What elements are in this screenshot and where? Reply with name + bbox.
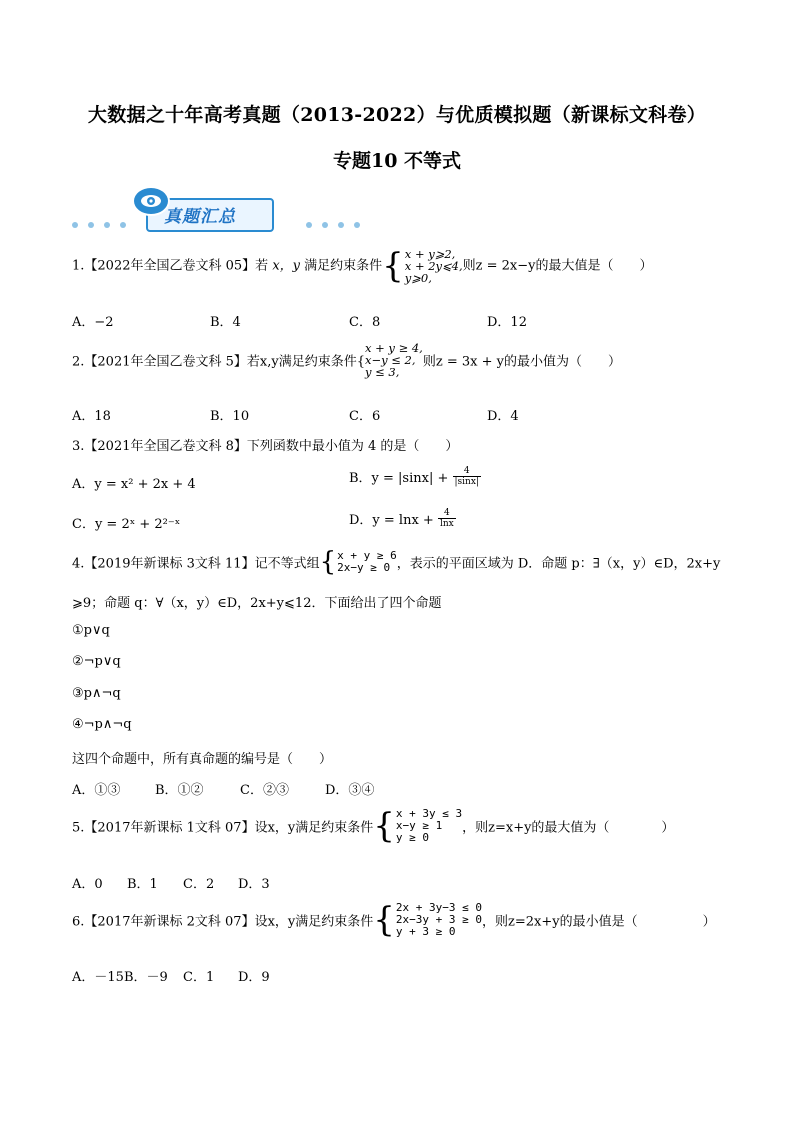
brace-symbol: { — [319, 547, 337, 577]
q4-option-a: A．①③ — [72, 783, 121, 798]
q3-option-b-text: B．y = |sinx| + — [349, 471, 449, 486]
constraint-system — [337, 550, 397, 574]
dot-decoration — [322, 222, 328, 228]
constraint-line: x + 3y ≤ 3 — [395, 807, 463, 820]
question-4-line-2: ⩾9；命题 q：∀（x，y）∈D，2x+y⩽12．下面给出了四个命题 — [72, 596, 442, 611]
constraint-system — [396, 902, 482, 938]
constraint-line: x−y ≥ 1 — [395, 819, 443, 832]
fraction-numerator: 4 — [438, 508, 456, 519]
question-1 — [72, 248, 653, 284]
q6-option-d: D．9 — [238, 970, 270, 985]
q5-prefix: 5.【2017年新课标 1文科 07】设x，y满足约束条件 — [72, 820, 374, 836]
section-badge-label: 真题汇总 — [164, 207, 236, 227]
q1-vars: x，y — [272, 258, 300, 274]
q4-item-3: ③p∧¬q — [72, 686, 121, 701]
brace-symbol: { — [373, 900, 395, 940]
q1-mid: 满足约束条件 — [304, 258, 383, 274]
q2-option-c: C．6 — [349, 409, 381, 424]
constraint-line: 2x−3y + 3 ≥ 0 — [395, 913, 482, 926]
q6-option-c: C．1 — [183, 970, 215, 985]
fraction — [453, 466, 481, 487]
constraint-line: 2x−y ≥ 0 — [337, 561, 391, 574]
constraint-line: y⩾0, — [404, 271, 432, 285]
q4-suffix: ，表示的平面区域为 D．命题 p：∃（x，y）∈D，2x+y — [396, 556, 721, 572]
dot-decoration — [72, 222, 78, 228]
question-3: 3.【2021年全国乙卷文科 8】下列函数中最小值为 4 的是（ ） — [72, 439, 459, 454]
q2-option-d: D．4 — [487, 409, 519, 424]
q4-item-1: ①p∨q — [72, 623, 110, 638]
constraint-line: y + 3 ≥ 0 — [395, 925, 456, 938]
fraction — [438, 508, 456, 529]
q1-option-c: C．8 — [349, 315, 381, 330]
q2-option-b: B．10 — [210, 409, 250, 424]
constraint-line: x + y ≥ 4, — [364, 341, 423, 355]
dot-decoration — [306, 222, 312, 228]
q6-suffix: ，则z=2x+y的最小值是（ ） — [481, 914, 716, 930]
q5-suffix: ，则z=x+y的最大值为（ ） — [462, 820, 675, 836]
brace-symbol: { — [373, 806, 395, 846]
fraction-denominator: lnx — [439, 519, 454, 529]
q2-option-a: A．18 — [72, 409, 111, 424]
q3-option-c: C．y = 2ˣ + 2²⁻ˣ — [72, 517, 181, 532]
fraction-denominator: |sinx| — [454, 477, 479, 487]
dot-decoration — [88, 222, 94, 228]
q3-option-d — [349, 508, 456, 529]
q6-option-a: A．－15 — [72, 970, 124, 985]
page-subtitle: 专题10 不等式 — [332, 150, 462, 172]
section-header — [70, 186, 370, 232]
page-title: 大数据之十年高考真题（2013-2022）与优质模拟题（新课标文科卷） — [87, 104, 707, 126]
q1-prefix: 1.【2022年全国乙卷文科 05】若 — [72, 258, 269, 274]
q5-option-a: A．0 — [72, 877, 103, 892]
q3-option-b — [349, 466, 481, 487]
question-6 — [72, 902, 716, 938]
question-5 — [72, 808, 674, 844]
q1-option-b: B．4 — [210, 315, 241, 330]
constraint-line: y ≥ 0 — [395, 831, 430, 844]
q4-ask: 这四个命题中，所有真命题的编号是（ ） — [72, 752, 333, 767]
constraint-line: x−y ≤ 2, — [364, 353, 416, 367]
dot-decoration — [104, 222, 110, 228]
dot-decoration — [120, 222, 126, 228]
question-2 — [72, 342, 621, 378]
q5-option-c: C．2 — [183, 877, 215, 892]
constraint-system — [365, 342, 423, 378]
q6-option-b: B．－9 — [124, 970, 168, 985]
constraint-line: y ≤ 3, — [364, 365, 400, 379]
q5-option-d: D．3 — [238, 877, 270, 892]
dot-decoration — [354, 222, 360, 228]
q5-option-b: B．1 — [127, 877, 158, 892]
q3-option-a: A．y = x² + 2x + 4 — [72, 477, 196, 492]
dot-decoration — [338, 222, 344, 228]
q1-option-d: D．12 — [487, 315, 527, 330]
q4-item-2: ②¬p∨q — [72, 654, 121, 669]
q4-prefix: 4.【2019年新课标 3文科 11】记不等式组 — [72, 556, 320, 572]
q3-option-d-text: D．y = lnx + — [349, 513, 434, 528]
brace-symbol: { — [382, 246, 404, 286]
q4-option-b: B．①② — [155, 783, 204, 798]
constraint-line: 2x + 3y−3 ≤ 0 — [395, 901, 482, 914]
fraction-numerator: 4 — [453, 466, 481, 477]
q4-item-4: ④¬p∧¬q — [72, 717, 132, 732]
q2-suffix: 则z = 3x + y的最小值为（ ） — [422, 354, 621, 370]
constraint-line: x + 2y⩽4, — [404, 259, 463, 273]
constraint-system — [396, 808, 462, 844]
constraint-line: x + y ≥ 6 — [337, 549, 397, 562]
constraint-line: x + y⩾2, — [404, 247, 456, 261]
q2-prefix: 2.【2021年全国乙卷文科 5】若x,y满足约束条件{ — [72, 354, 365, 370]
q4-option-d: D．③④ — [325, 783, 375, 798]
q1-suffix: 则z = 2x−y的最大值是（ ） — [462, 258, 653, 274]
question-4 — [72, 549, 720, 575]
q6-prefix: 6.【2017年新课标 2文科 07】设x，y满足约束条件 — [72, 914, 374, 930]
q1-option-a: A．−2 — [72, 315, 114, 330]
constraint-system — [405, 248, 463, 284]
q4-option-c: C．②③ — [240, 783, 289, 798]
